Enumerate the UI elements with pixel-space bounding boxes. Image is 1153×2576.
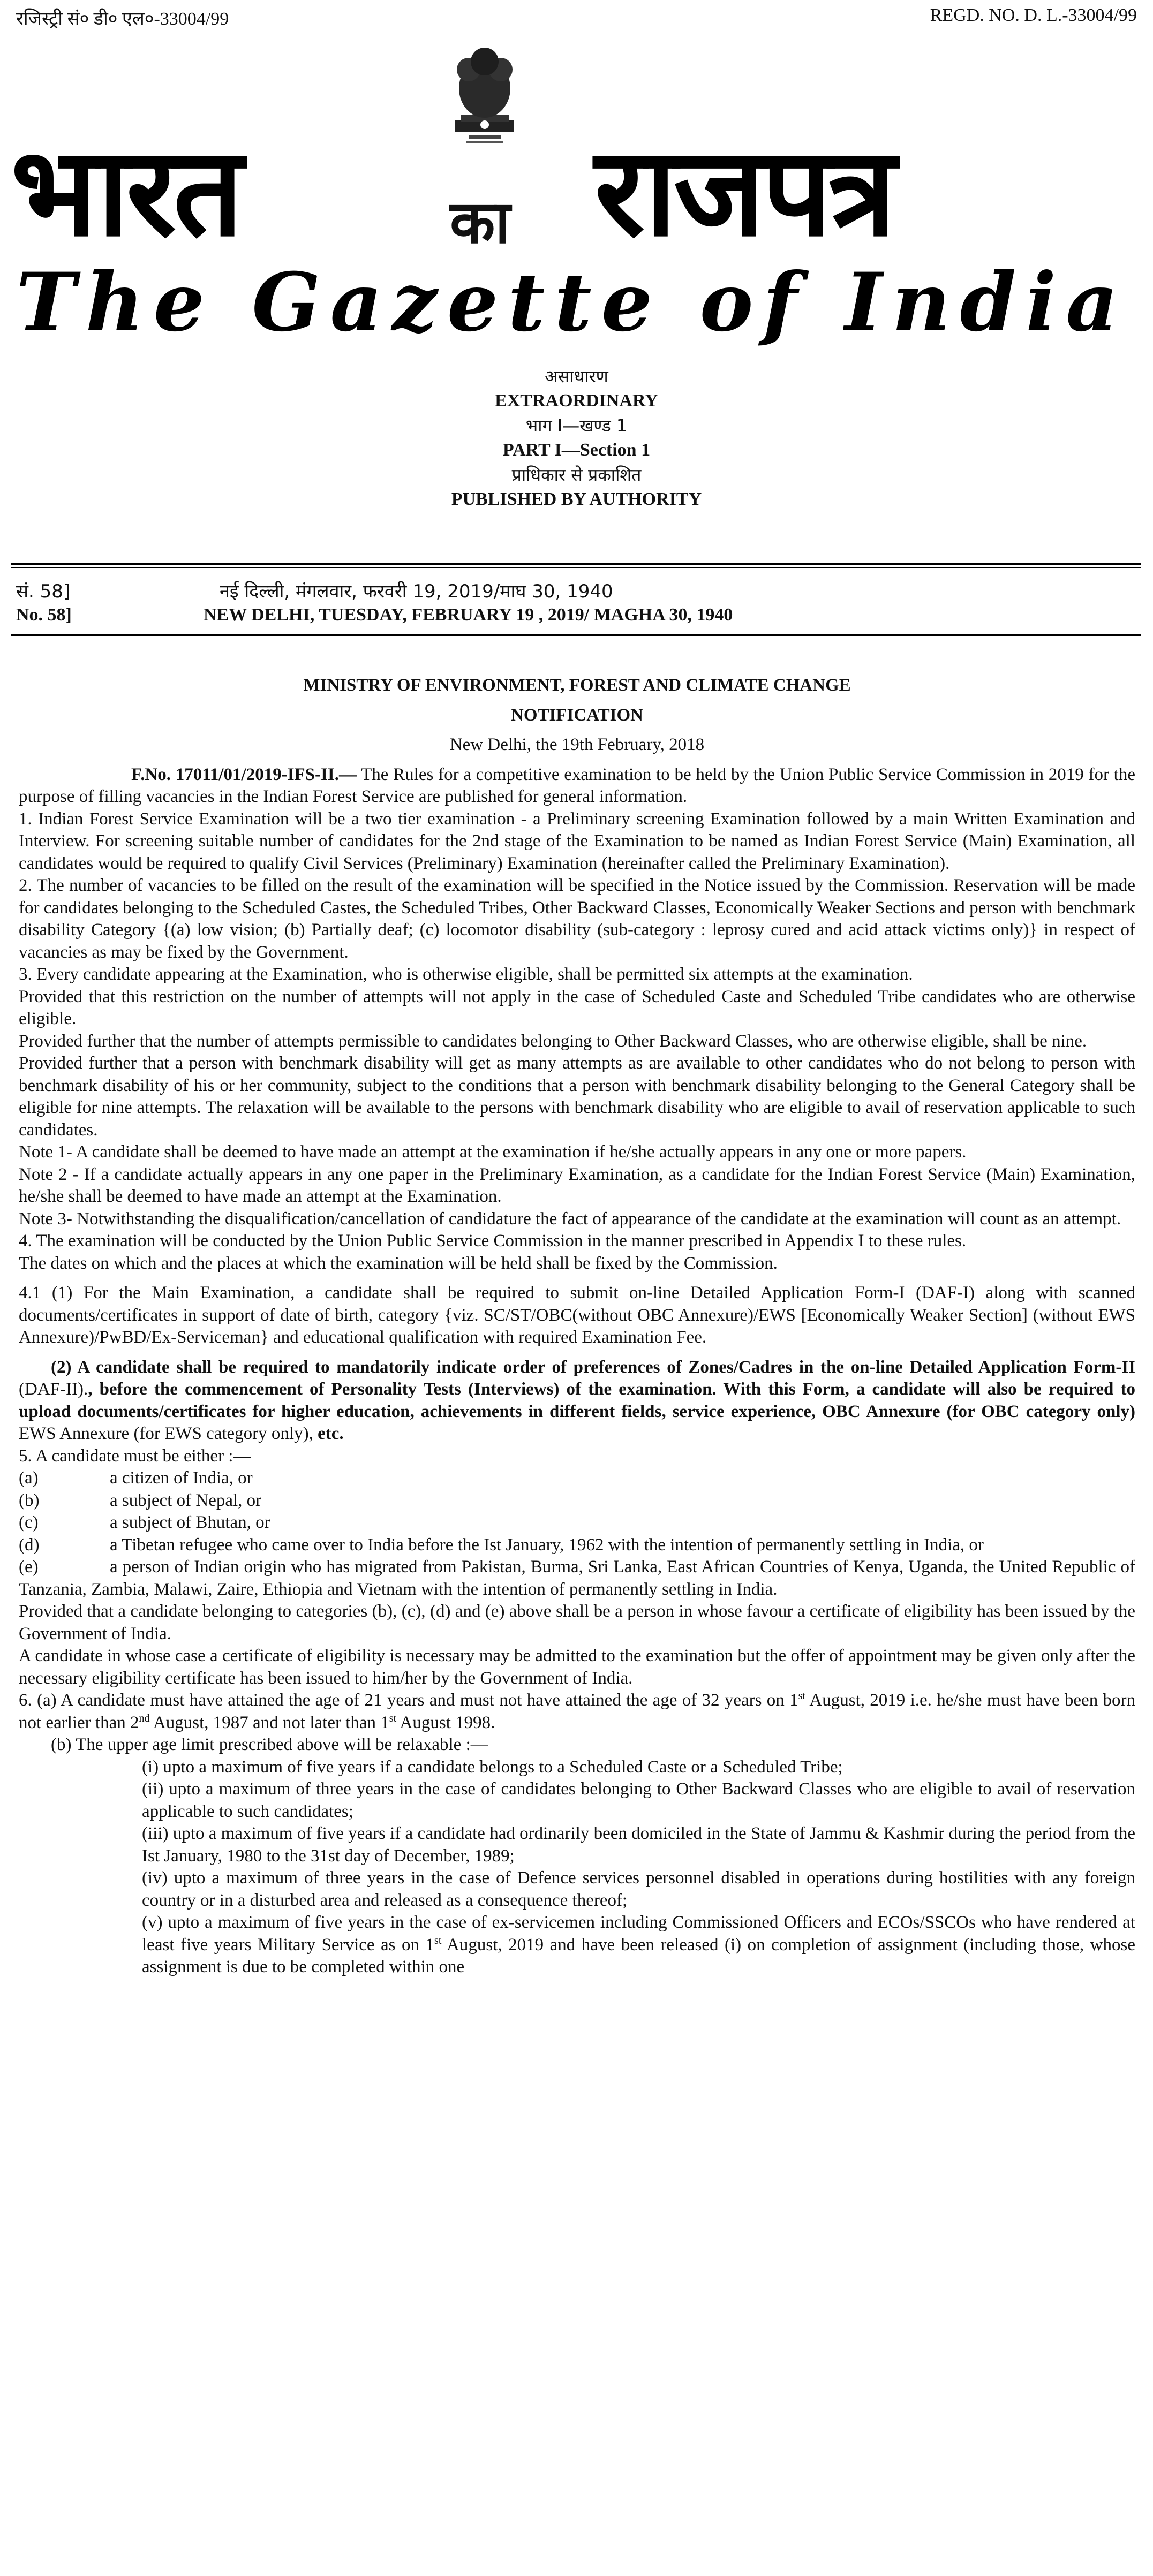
header-bhag: भाग I—खण्ड 1: [525, 415, 628, 436]
masthead-hindi-ka: का: [450, 188, 510, 256]
note-3: Note 3- Notwithstanding the disqualification/cancellation of candidature the fact of appearance of the candidate at the examination will count as an attempt.: [19, 1209, 1121, 1229]
file-number: F.No. 17011/01/2019-IFS-II.—: [131, 764, 357, 784]
rule-6b-iv: (iv) upto a maximum of three years in the case of Defence services personnel disabled in operations during hostilities with any foreign country or in a disturbed area and released as a consequence thereof;: [142, 1868, 1135, 1910]
issue-number-hindi: सं. 58]: [16, 581, 71, 602]
ministry-heading: MINISTRY OF ENVIRONMENT, FOREST AND CLIMATE CHANGE: [303, 676, 851, 695]
issue-date-hindi: नई दिल्ली, मंगलवार, फरवरी 19, 2019/माघ 30, 1940: [220, 581, 613, 602]
registration-number-english: REGD. NO. D. L.-33004/99: [930, 5, 1137, 25]
state-emblem-icon: [444, 40, 525, 147]
rule-3-proviso-1: Provided that this restriction on the number of attempts will not apply in the case of Scheduled Caste and Scheduled Tribe candidates who are otherwise eligible.: [19, 987, 1135, 1028]
header-rule-top: [11, 563, 1141, 565]
header-pradhikar: प्राधिकार से प्रकाशित: [511, 465, 642, 485]
rule-5: 5. A candidate must be either :—: [19, 1446, 251, 1466]
list-item: (c) a subject of Bhutan, or: [19, 1513, 270, 1532]
intro-paragraph: [19, 764, 1135, 808]
rule-4-2: (2) A candidate shall be required to mandatorily indicate order of preferences of Zones/Cadres in the on-line Detailed Application Form-II (DAF-II)., before the commencement of Personality Tests (Interviews) of the examination. With this Form, a candidate will also be required to upload documents/certificates for higher education, achievements in different fields, service experience, OBC Annexure (for OBC category only) EWS Annexure (for EWS category only), etc.: [19, 1357, 1135, 1443]
rule-2: 2. The number of vacancies to be filled on the result of the examination will be specified in the Notice issued by the Commission. Reservation will be made for candidates belonging to the Scheduled Castes, the Scheduled Tribes, Other Backward Classes, Economically Weaker Sections and person with benchmark disability Category {(a) low vision; (b) Partially deaf; (c) locomotor disability (sub-category : leprosy cured and acid attack victims only)} in respect of vacancies as may be fixed by the Government.: [19, 876, 1135, 962]
header-extraordinary: EXTRAORDINARY: [495, 391, 658, 411]
rule-5-eligibility: A candidate in whose case a certificate of eligibility is necessary may be admitted to the examination but the offer of appointment may be given only after the necessary eligibility certificate has been issued to him/her by the Government of India.: [19, 1646, 1135, 1688]
issue-number-english: No. 58]: [16, 605, 72, 625]
rule-3-proviso-3: Provided further that a person with benchmark disability will get as many attempts as are available to other candidates who do not belong to person with benchmark disability of his or her community, subject to the conditions that a person with benchmark disability belonging to the General Category shall be eligible for nine attempts. The relaxation will be available to the persons with benchmark disability who are eligible to avail of reservation applicable to such candidates.: [19, 1054, 1135, 1140]
notification-heading: NOTIFICATION: [511, 705, 643, 725]
rule-4-1: 4.1 (1) For the Main Examination, a candidate shall be required to submit on-line Detailed Application Form-I (DAF-I) along with scanned documents/certificates in support of date of birth, category {viz. SC/ST/OBC(without OBC Annexure)/EWS [Economically Weaker Section] (without EWS Annexure)/PwBD/Ex-Serviceman} and educational qualification with required Examination Fee.: [19, 1283, 1135, 1347]
rule-6b-iii: (iii) upto a maximum of five years if a candidate had ordinarily been domiciled in the State of Jammu & Kashmir during the period from the Ist January, 1980 to the 31st day of December, 1989;: [142, 1824, 1135, 1866]
issue-date-english: NEW DELHI, TUESDAY, FEBRUARY 19 , 2019/ MAGHA 30, 1940: [204, 605, 733, 625]
rule-1: 1. Indian Forest Service Examination will be a two tier examination - a Preliminary screening Examination followed by a main Written Examination and Interview. For screening suitable number of candidates for the 2nd stage of the Examination to be named as Indian Forest Service (Main) Examination, all candidates would be required to qualify Civil Services (Preliminary) Examination (hereinafter called the Preliminary Examination).: [19, 809, 1135, 873]
header-asadharan: असाधारण: [545, 366, 608, 387]
header-published: PUBLISHED BY AUTHORITY: [451, 489, 702, 509]
rule-3-proviso-2: Provided further that the number of attempts permissible to candidates belonging to Other Backward Classes, who are otherwise eligible, shall be nine.: [19, 1031, 1087, 1051]
masthead-hindi-bharat: भारत: [11, 121, 240, 264]
list-item: (a) a citizen of India, or: [19, 1468, 253, 1488]
rule-6a: 6. (a) A candidate must have attained the age of 21 years and must not have attained the age of 32 years on 1st August, 2019 i.e. he/she must have been born not earlier than 2nd August, 1987 and not later than 1st August 1998.: [19, 1690, 1135, 1732]
note-1: Note 1- A candidate shall be deemed to have made an attempt at the examination if he/she actually appears in any one or more papers.: [19, 1142, 967, 1162]
masthead-english: The Gazette of India: [16, 255, 1128, 350]
list-item: (e) a person of Indian origin who has migrated from Pakistan, Burma, Sri Lanka, East African Countries of Kenya, Uganda, the United Republic of Tanzania, Zambia, Malawi, Zaire, Ethiopia and Vietnam with the intention of permanently settling in India.: [19, 1557, 1135, 1599]
header-rule-top-thin: [11, 567, 1141, 568]
intro-text: The Rules for a competitive examination to be held by the Union Public Service Commission in 2019 for the purpose of filling vacancies in the Indian Forest Service are published for general information.: [19, 764, 1135, 806]
notification-place-date: New Delhi, the 19th February, 2018: [449, 735, 705, 754]
rule-6b-i: (i) upto a maximum of five years if a candidate belongs to a Scheduled Caste or a Scheduled Tribe;: [142, 1757, 843, 1777]
header-rule-bottom: [11, 634, 1141, 636]
rule-4-dates: The dates on which and the places at which the examination will be held shall be fixed by the Commission.: [19, 1253, 778, 1273]
rule-3: 3. Every candidate appearing at the Examination, who is otherwise eligible, shall be permitted six attempts at the examination.: [19, 965, 913, 984]
masthead-hindi-rajpatra: राजपत्र: [594, 121, 893, 264]
gazette-header: [0, 364, 1153, 512]
list-item: (b) a subject of Nepal, or: [19, 1490, 262, 1510]
note-2: Note 2 - If a candidate actually appears in any one paper in the Preliminary Examination, as a candidate for the Indian Forest Service (Main) Examination, he/she shall be deemed to have made an attempt at the Examination.: [19, 1164, 1135, 1206]
rule-6b-ii: (ii) upto a maximum of three years in the case of candidates belonging to Other Backward Classes who are eligible to avail of reservation applicable to such candidates;: [142, 1779, 1135, 1821]
registration-number-hindi: रजिस्ट्री सं० डी० एल०-33004/99: [16, 9, 229, 29]
list-item: (d) a Tibetan refugee who came over to India before the Ist January, 1962 with the intention of permanently settling in India, or: [19, 1535, 984, 1555]
header-part: PART I—Section 1: [502, 440, 651, 460]
rule-6b: (b) The upper age limit prescribed above will be relaxable :—: [51, 1735, 488, 1754]
notification-body: [19, 675, 1135, 1979]
rule-5-proviso: Provided that a candidate belonging to categories (b), (c), (d) and (e) above shall be a person in whose favour a certificate of eligibility has been issued by the Government of India.: [19, 1602, 1135, 1643]
rule-4: 4. The examination will be conducted by the Union Public Service Commission in the manner prescribed in Appendix I to these rules.: [19, 1231, 967, 1251]
rule-6b-v: (v) upto a maximum of five years in the case of ex-servicemen including Commissioned Officers and ECOs/SSCOs who have rendered at least five years Military Service as on 1st August, 2019 and have been released (i) on completion of assignment (including those, whose assignment is due to be completed within one: [142, 1913, 1135, 1976]
masthead-hindi: [11, 121, 1141, 264]
